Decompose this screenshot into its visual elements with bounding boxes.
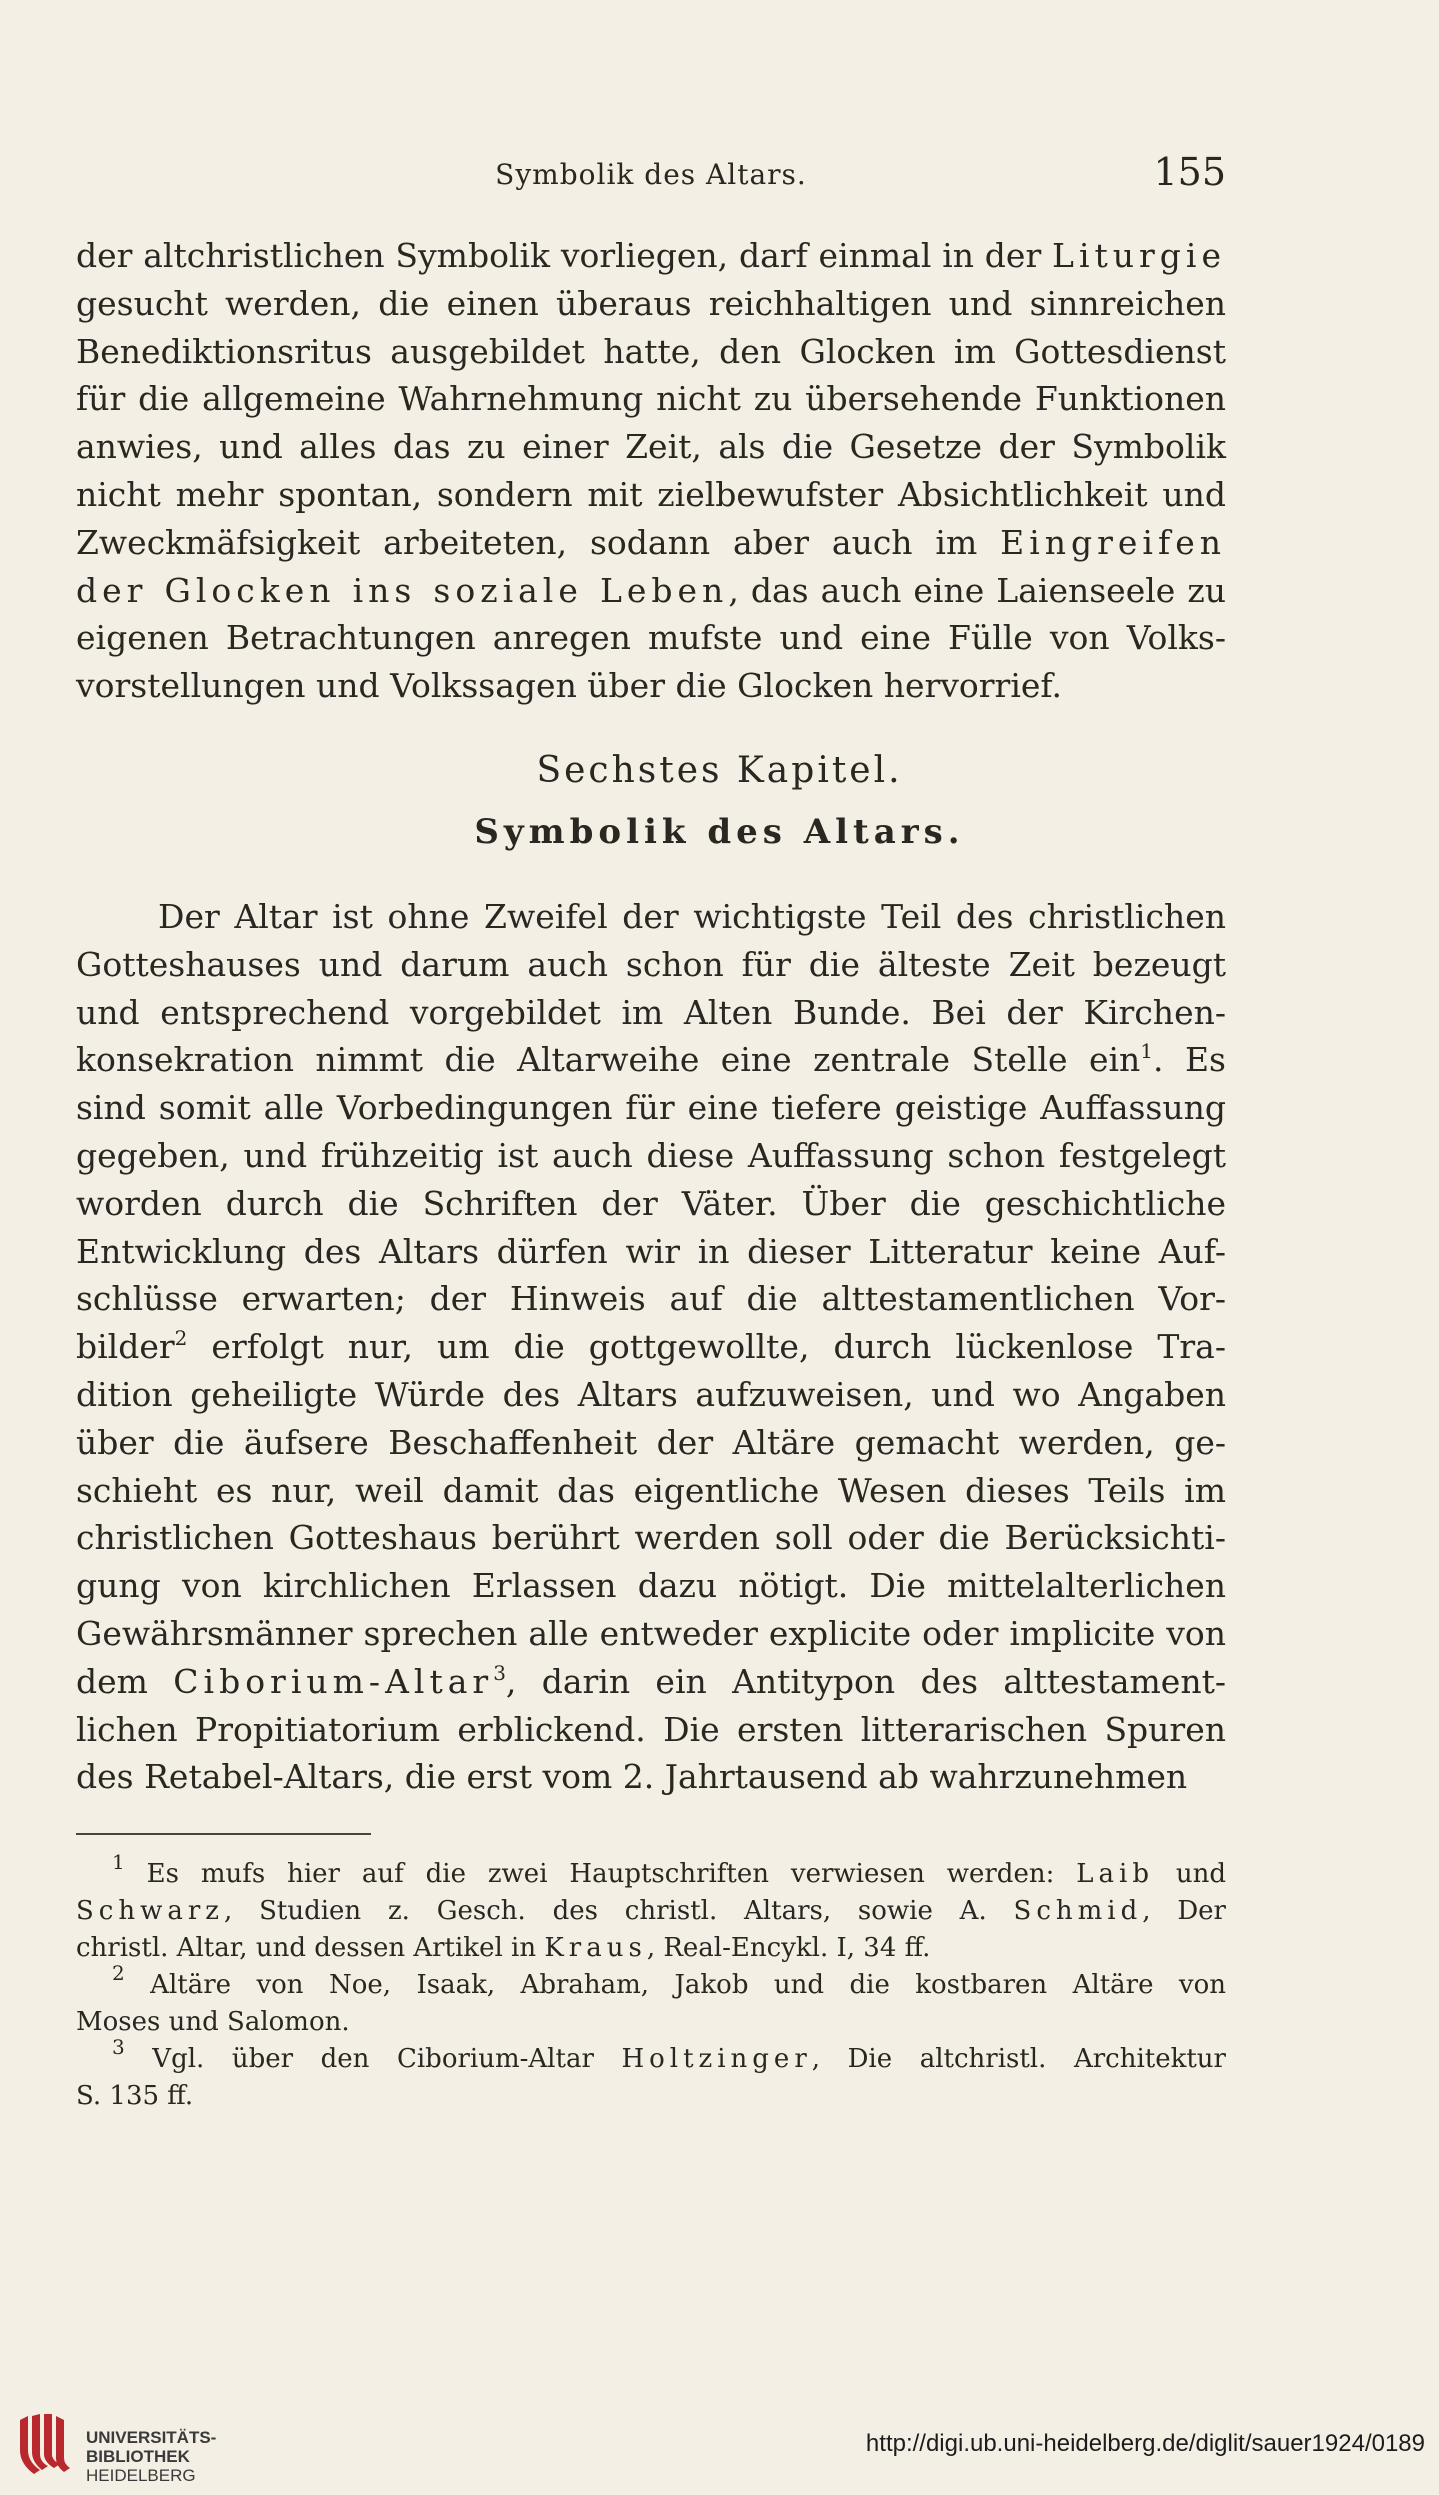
text-line: eigenen Betrachtungen anregen mufste und eine Fülle von Volks- [76, 618, 1226, 658]
text-line: lichen Propitiatorium erblickend. Die ersten litterarischen Spuren [76, 1709, 1226, 1749]
footnote-line: $^3$ Vgl. über den Ciborium-Altar Holtzinger, Die altchristl. Architektur [112, 2035, 1226, 2074]
text-line: Der Altar ist ohne Zweifel der wichtigste Teil des christlichen [158, 897, 1226, 936]
footnote-2 [76, 1961, 1226, 2041]
spaced-phrase: der Glocken ins soziale Leben [76, 570, 729, 610]
footnote-line: christl. Altar, und dessen Artikel in Kraus, Real-Encykl. I, 34 ff. [76, 1933, 931, 1963]
footnote-ref: 1 [1140, 1039, 1154, 1064]
text-line: dem Ciborium-Altar$^3$, darin ein Antitypon des alttestament- [76, 1660, 1226, 1701]
spaced-word-liturgie: Liturgie [1052, 236, 1226, 275]
footnote-3 [76, 2035, 1226, 2115]
text-line: dition geheiligte Würde des Altars aufzuweisen, und wo Angaben [76, 1374, 1226, 1414]
text-line: Entwicklung des Altars dürfen wir in dieser Litteratur keine Auf- [76, 1231, 1226, 1271]
library-name: UNIVERSITÄTS- BIBLIOTHEK HEIDELBERG [86, 2428, 217, 2485]
text-line: des Retabel-Altars, die erst vom 2. Jahrtausend ab wahrzunehmen [76, 1757, 1188, 1797]
text-line: über die äufsere Beschaffenheit der Altäre gemacht werden, ge- [76, 1422, 1226, 1462]
text-line: christlichen Gotteshaus berührt werden soll oder die Berücksichti- [76, 1518, 1226, 1558]
text-line: bilder$^2$ erfolgt nur, um die gottgewollte, durch lückenlose Tra- [76, 1326, 1226, 1367]
footnote-ref: 3 [493, 1660, 506, 1685]
running-head: Symbolik des Altars. [495, 158, 807, 191]
text-line: gung von kirchlichen Erlassen dazu nötigt. Die mittelalterlichen [76, 1566, 1226, 1606]
text-line: schieht es nur, weil damit das eigentliche Wesen dieses Teils im [76, 1470, 1226, 1510]
footnote-divider [76, 1833, 371, 1835]
text-line: Benediktionsritus ausgebildet hatte, den Glocken im Gottesdienst [76, 331, 1226, 371]
text-line: für die allgemeine Wahrnehmung nicht zu übersehende Funktionen [76, 379, 1226, 419]
footnote-marker: 3 [112, 2035, 125, 2059]
text-line: Zweckmäfsigkeit arbeiteten, sodann aber auch im Eingreifen [76, 522, 1226, 562]
university-library-logo-icon [14, 2410, 76, 2480]
text-line: vorstellungen und Volkssagen über die Glocken hervorrief. [76, 666, 1062, 706]
text-line: gegeben, und frühzeitig ist auch diese Auffassung schon festgelegt [76, 1135, 1226, 1175]
page-header [76, 150, 1226, 200]
text-line: anwies, und alles das zu einer Zeit, als die Gesetze der Symbolik [76, 427, 1226, 467]
footnote-marker: 1 [112, 1850, 125, 1874]
text-line: gesucht werden, die einen überaus reichhaltigen und sinnreichen [76, 283, 1226, 323]
text-line: der altchristlichen Symbolik vorliegen, darf einmal in der Liturgie [76, 236, 1226, 275]
page-number: 155 [1153, 150, 1226, 194]
footnote-marker: 2 [112, 1961, 125, 1985]
source-url-link[interactable]: http://digi.ub.uni-heidelberg.de/diglit/sauer1924/0189 [865, 2430, 1425, 2457]
chapter-number: Sechstes Kapitel. [536, 750, 903, 791]
text-line: worden durch die Schriften der Väter. Über die geschichtliche [76, 1183, 1226, 1223]
footnotes [76, 1850, 1226, 2115]
text-line: der Glocken ins soziale Leben, das auch eine Laienseele zu [76, 570, 1227, 610]
scan-footer [0, 2410, 1439, 2495]
footnote-line: Schwarz, Studien z. Gesch. des christl. Altars, sowie A. Schmid, Der [76, 1896, 1226, 1926]
paragraph-bells [76, 232, 1226, 710]
text-line: nicht mehr spontan, sondern mit zielbewufster Absichtlichkeit und [76, 474, 1226, 514]
footnote-line: $^1$ Es mufs hier auf die zwei Hauptschriften verwiesen werden: Laib und [112, 1850, 1226, 1889]
footnote-ref: 2 [174, 1326, 188, 1351]
text-line: sind somit alle Vorbedingungen für eine tiefere geistige Auffassung [76, 1088, 1226, 1128]
footnote-1 [76, 1850, 1226, 1967]
footnote-line: S. 135 ff. [76, 2081, 194, 2111]
spaced-word-eingreifen: Eingreifen [1000, 522, 1226, 562]
text-line: konsekration nimmt die Altarweihe eine zentrale Stelle ein$^1$. Es [76, 1039, 1226, 1080]
text-line: schlüsse erwarten; der Hinweis auf die alttestamentlichen Vor- [76, 1279, 1226, 1319]
chapter-title: Symbolik des Altars. [474, 812, 965, 852]
text-line: Gotteshauses und darum auch schon für die älteste Zeit bezeugt [76, 944, 1226, 984]
footnote-line: Moses und Salomon. [76, 2007, 350, 2037]
text-line: Gewährsmänner sprechen alle entweder explicite oder implicite von [76, 1613, 1226, 1653]
spaced-word-ciborium-altar: Ciborium-Altar [173, 1661, 494, 1701]
footnote-line: $^2$ Altäre von Noe, Isaak, Abraham, Jakob und die kostbaren Altäre von [112, 1961, 1226, 2000]
paragraph-altar [76, 893, 1226, 1801]
text-line: und entsprechend vorgebildet im Alten Bunde. Bei der Kirchen- [76, 992, 1226, 1032]
